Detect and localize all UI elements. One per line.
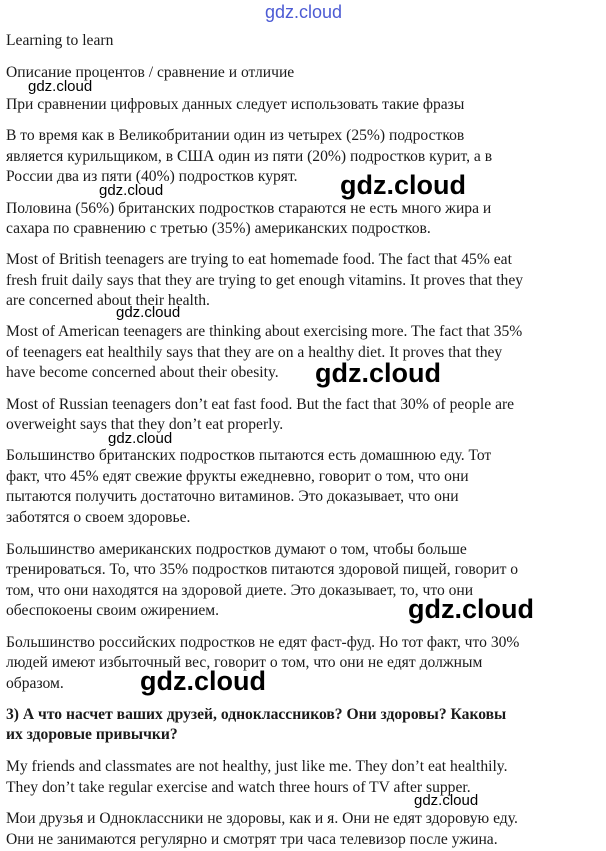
paragraph-line: Most of Russian teenagers don’t eat fast food. But the fact that 30% of people are	[6, 396, 515, 413]
paragraph-line: обеспокоены своим ожирением.	[6, 602, 220, 619]
question-line: их здоровые привычки?	[6, 726, 178, 743]
watermark: gdz.cloud	[340, 170, 466, 200]
paragraph-line: Большинство российских подростков не едят фаст-фуд. Но тот факт, что 30%	[6, 634, 520, 651]
paragraph-line: тренироваться. То, что 35% подростков питаются здоровой пищей, говорит о	[6, 561, 519, 578]
document-subheading: Описание процентов / сравнение и отличие	[6, 64, 295, 81]
paragraph-line: Мои друзья и Одноклассники не здоровы, как и я. Они не едят здоровую еду.	[6, 810, 518, 827]
document-page	[6, 0, 602, 851]
paragraph-line: является курильщиком, в США один из пяти (20%) подростков курит, а в	[6, 148, 493, 165]
paragraph-line: образом.	[6, 675, 64, 692]
watermark: gdz.cloud	[408, 594, 534, 624]
watermark: gdz.cloud	[315, 358, 441, 388]
paragraph-line: сахара по сравнению с третью (35%) американских подростков.	[6, 220, 431, 237]
paragraph-line: Они не занимаются регулярно и смотрят три часа телевизор после ужина.	[6, 831, 498, 848]
paragraph-line: They don’t take regular exercise and watch three hours of TV after supper.	[6, 779, 471, 796]
watermark: gdz.cloud	[28, 78, 93, 95]
paragraph-line: Большинство британских подростков пытаются есть домашнюю еду. Тот	[6, 447, 492, 464]
paragraph-line: fresh fruit daily says that they are trying to get enough vitamins. It proves that they	[6, 272, 524, 289]
paragraph-line: В то время как в Великобритании один из четырех (25%) подростков	[6, 127, 465, 144]
paragraph-line: Most of American teenagers are thinking about exercising more. The fact that 35%	[6, 323, 523, 340]
paragraph-line: пытаются получить достаточно витаминов. Это доказывает, что они	[6, 488, 459, 505]
watermark: gdz.cloud	[414, 792, 479, 809]
intro-text: При сравнении цифровых данных следует использовать такие фразы	[6, 96, 465, 113]
watermark: gdz.cloud	[140, 666, 266, 696]
paragraph-line: людей имеют избыточный вес, говорит о том, что они не едят должным	[6, 654, 483, 671]
watermark: gdz.cloud	[99, 182, 164, 199]
paragraph-line: Most of British teenagers are trying to eat homemade food. The fact that 45% eat	[6, 251, 512, 268]
paragraph-line: Половина (56%) британских подростков стараются не есть много жира и	[6, 200, 492, 217]
paragraph-line: факт, что 45% едят свежие фрукты ежедневно, говорит о том, что они	[6, 468, 469, 485]
paragraph-line: overweight says that they don’t eat properly.	[6, 416, 284, 433]
paragraph-line: of teenagers eat healthily says that they are on a healthy diet. It proves that they	[6, 344, 503, 361]
watermark: gdz.cloud	[108, 430, 173, 447]
paragraph-line: have become concerned about their obesity.	[6, 364, 279, 381]
paragraph-line: том, что они находятся на здоровой диете. Это доказывает, то, что они	[6, 582, 474, 599]
watermark-top: gdz.cloud	[265, 2, 343, 22]
watermark: gdz.cloud	[116, 304, 181, 321]
paragraph-line: are concerned about their health.	[6, 292, 210, 309]
paragraph-line: My friends and classmates are not healthy, just like me. They don’t eat healthily.	[6, 758, 508, 775]
paragraph-line: России два из пяти (40%) подростков курят.	[6, 168, 298, 185]
document-heading: Learning to learn	[6, 32, 114, 49]
question-line: 3) А что насчет ваших друзей, одноклассников? Они здоровы? Каковы	[6, 706, 507, 723]
paragraph-line: Большинство американских подростков думают о том, чтобы больше	[6, 541, 467, 558]
paragraph-line: заботятся о своем здоровье.	[6, 509, 191, 526]
